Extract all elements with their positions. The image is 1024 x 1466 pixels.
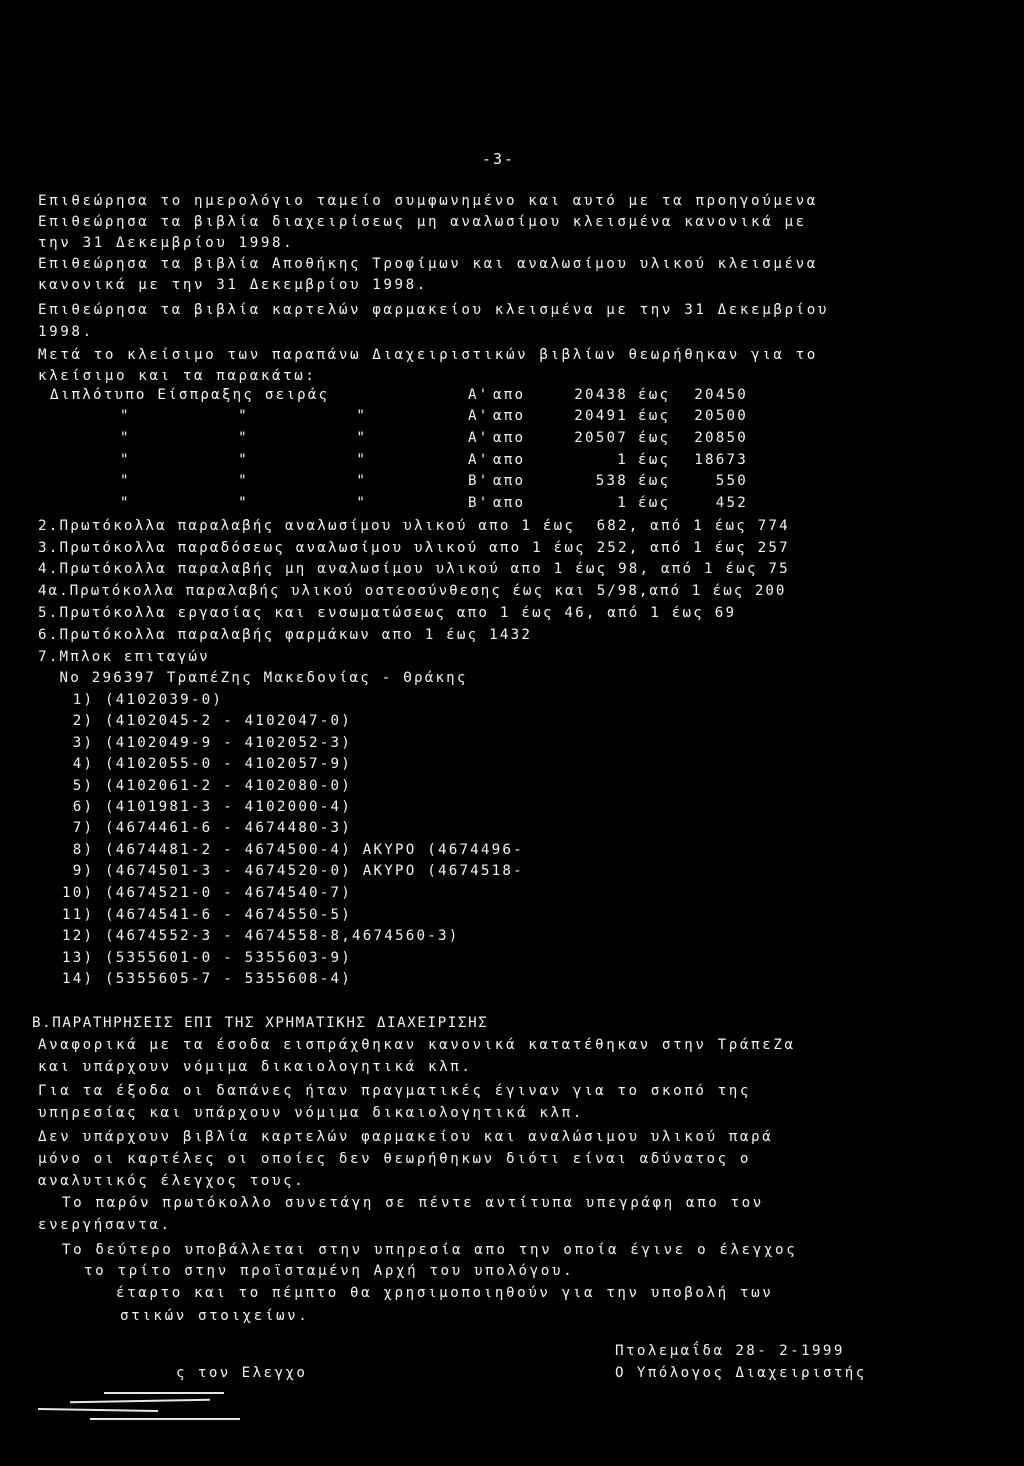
section-b-line: ενεργήσαντα. [38, 1217, 172, 1233]
section-b-line: Το παρόν πρωτόκολλο συνετάγη σε πέντε αντίτυπα υπεγράφη απο τον [62, 1195, 764, 1211]
cheque-row: 12) (4674552-3 - 4674558-8,4674560-3) [62, 928, 460, 944]
signature-role: Ο Υπόλογος Διαχειριστής [615, 1365, 867, 1381]
cheque-row: 13) (5355601-0 - 5355603-9) [62, 950, 353, 966]
cheque-row: 4) (4102055-0 - 4102057-9) [62, 756, 353, 772]
protocol-line: 2.Πρωτόκολλα παραλαβής αναλωσίμου υλικού απο 1 έως 682, από 1 έως 774 [38, 518, 790, 534]
receipt-to: έως [638, 387, 671, 403]
receipt-series: Α' [468, 387, 490, 403]
intro-line: κανονικά με την 31 Δεκεμβρίου 1998. [38, 277, 428, 293]
protocol-line: 7.Μπλοκ επιταγών [38, 649, 210, 665]
receipt-end: 20500 [694, 408, 748, 424]
receipt-label: " " " [120, 408, 368, 424]
receipt-to: έως [638, 473, 671, 489]
receipt-from: απο [493, 408, 526, 424]
protocol-line: 6.Πρωτόκολλα παραλαβής φαρμάκων απο 1 έως 1432 [38, 627, 533, 643]
cheque-row: 7) (4674461-6 - 4674480-3) [62, 820, 353, 836]
section-b-line: το τρίτο στην προϊσταμένη Αρχή του υπολόγου. [84, 1263, 575, 1279]
signature-left-label: ς τον Ελεγχο [176, 1365, 308, 1381]
receipt-end: 550 [715, 473, 748, 489]
receipt-series: Α' [468, 408, 490, 424]
cheque-row: 5) (4102061-2 - 4102080-0) [62, 778, 353, 794]
section-b-line: μόνο οι καρτέλες οι οποίες δεν θεωρήθηκων διότι είναι αδύνατος ο [38, 1151, 752, 1167]
cheque-row: 8) (4674481-2 - 4674500-4) ΑΚΥΡΟ (4674496- [62, 842, 524, 858]
receipt-to: έως [638, 452, 671, 468]
page-number: -3- [482, 150, 516, 168]
receipt-series: Β' [468, 473, 490, 489]
section-b-heading: Β.ΠΑΡΑΤΗΡΗΣΕΙΣ ΕΠΙ ΤΗΣ ΧΡΗΜΑΤΙΚΗΣ ΔΙΑΧΕΙΡΙΣΗΣ [32, 1015, 489, 1031]
section-b-line: αναλυτικός έλεγχος τους. [38, 1173, 306, 1189]
intro-line: κλείσιμο και τα παρακάτω: [38, 368, 317, 384]
receipt-start: 1 [617, 452, 628, 468]
protocol-line: 3.Πρωτόκολλα παραδόσεως αναλωσίμου υλικού απο 1 έως 252, από 1 έως 257 [38, 540, 790, 556]
section-b-line: Αναφορικά με τα έσοδα εισπράχθηκαν κανονικά κατατέθηκαν στην ΤράπεΖα [38, 1037, 796, 1053]
receipt-label: " " " [120, 452, 368, 468]
cheque-row: 2) (4102045-2 - 4102047-0) [62, 713, 353, 729]
protocol-line: 4.Πρωτόκολλα παραλαβής μη αναλωσίμου υλικού απο 1 έως 98, από 1 έως 75 [38, 561, 790, 577]
section-b-line: έταρτο και το πέμπτο θα χρησιμοποιηθούν για την υποβολή των [116, 1285, 774, 1301]
receipt-start: 20491 [574, 408, 628, 424]
cheque-row: 6) (4101981-3 - 4102000-4) [62, 799, 353, 815]
receipt-label: " " " [120, 473, 368, 489]
receipt-end: 18673 [694, 452, 748, 468]
cheque-row: 10) (4674521-0 - 4674540-7) [62, 885, 353, 901]
receipt-start: 1 [617, 495, 628, 511]
receipt-from: απο [493, 430, 526, 446]
cheque-row: 14) (5355605-7 - 5355608-4) [62, 971, 353, 987]
intro-line: Επιθεώρησα το ημερολόγιο ταμείο συμφωνημένο και αυτό με τα προηγούμενα [38, 193, 818, 209]
protocol-line: Νο 296397 ΤραπέΖης Μακεδονίας - Θράκης [38, 670, 468, 686]
receipt-to: έως [638, 408, 671, 424]
section-b-line: στικών στοιχείων. [120, 1308, 310, 1324]
intro-line: Μετά το κλείσιμο των παραπάνω Διαχειριστικών βιβλίων θεωρήθηκαν για το [38, 347, 818, 363]
intro-line: Επιθεώρησα τα βιβλία Αποθήκης Τροφίμων και αναλωσίμου υλικού κλεισμένα [38, 256, 818, 272]
receipt-series: Α' [468, 430, 490, 446]
protocol-line: 5.Πρωτόκολλα εργασίας και ενσωματώσεως απο 1 έως 46, από 1 έως 69 [38, 605, 737, 621]
receipt-from: απο [493, 452, 526, 468]
receipt-from: απο [493, 495, 526, 511]
receipt-series: Α' [468, 452, 490, 468]
section-b-line: Δεν υπάρχουν βιβλία καρτελών φαρμακείου και αναλώσιμου υλικού παρά [38, 1129, 774, 1145]
intro-line: Επιθεώρησα τα βιβλία διαχειρίσεως μη αναλωσίμου κλεισμένα κανονικά με [38, 214, 807, 230]
receipt-to: έως [638, 495, 671, 511]
receipt-end: 452 [715, 495, 748, 511]
cheque-row: 11) (4674541-6 - 4674550-5) [62, 907, 353, 923]
intro-line: την 31 Δεκεμβρίου 1998. [38, 235, 295, 251]
receipt-label: " " " [120, 430, 368, 446]
signature-place-date: Πτολεμαΐδα 28- 2-1999 [615, 1343, 845, 1359]
receipt-series: Β' [468, 495, 490, 511]
receipt-label: Διπλότυπο Είσπραξης σειράς [50, 387, 330, 403]
intro-line: Επιθεώρησα τα βιβλία καρτελών φαρμακείου κλεισμένα με την 31 Δεκεμβρίου [38, 302, 830, 318]
cheque-row: 9) (4674501-3 - 4674520-0) ΑΚΥΡΟ (4674518- [62, 863, 524, 879]
receipt-start: 538 [595, 473, 628, 489]
cheque-row: 1) (4102039-0) [62, 692, 224, 708]
cheque-row: 3) (4102049-9 - 4102052-3) [62, 735, 353, 751]
receipt-from: απο [493, 387, 526, 403]
section-b-line: Για τα έξοδα οι δαπάνες ήταν πραγματικές έγιναν για το σκοπό της [38, 1083, 752, 1099]
intro-line: 1998. [38, 324, 94, 340]
receipt-from: απο [493, 473, 526, 489]
section-b-line: υπηρεσίας και υπάρχουν νόμιμα δικαιολογητικά κλπ. [38, 1105, 584, 1121]
receipt-start: 20507 [574, 430, 628, 446]
receipt-end: 20850 [694, 430, 748, 446]
receipt-label: " " " [120, 495, 368, 511]
receipt-start: 20438 [574, 387, 628, 403]
section-b-line: Το δεύτερο υποβάλλεται στην υπηρεσία απο την οποία έγινε ο έλεγχος [62, 1242, 798, 1258]
receipt-end: 20450 [694, 387, 748, 403]
protocol-line: 4α.Πρωτόκολλα παραλαβής υλικού οστεοσύνθεσης έως και 5/98,από 1 έως 200 [38, 583, 787, 599]
receipt-to: έως [638, 430, 671, 446]
section-b-line: και υπάρχουν νόμιμα δικαιολογητικά κλπ. [38, 1059, 473, 1075]
